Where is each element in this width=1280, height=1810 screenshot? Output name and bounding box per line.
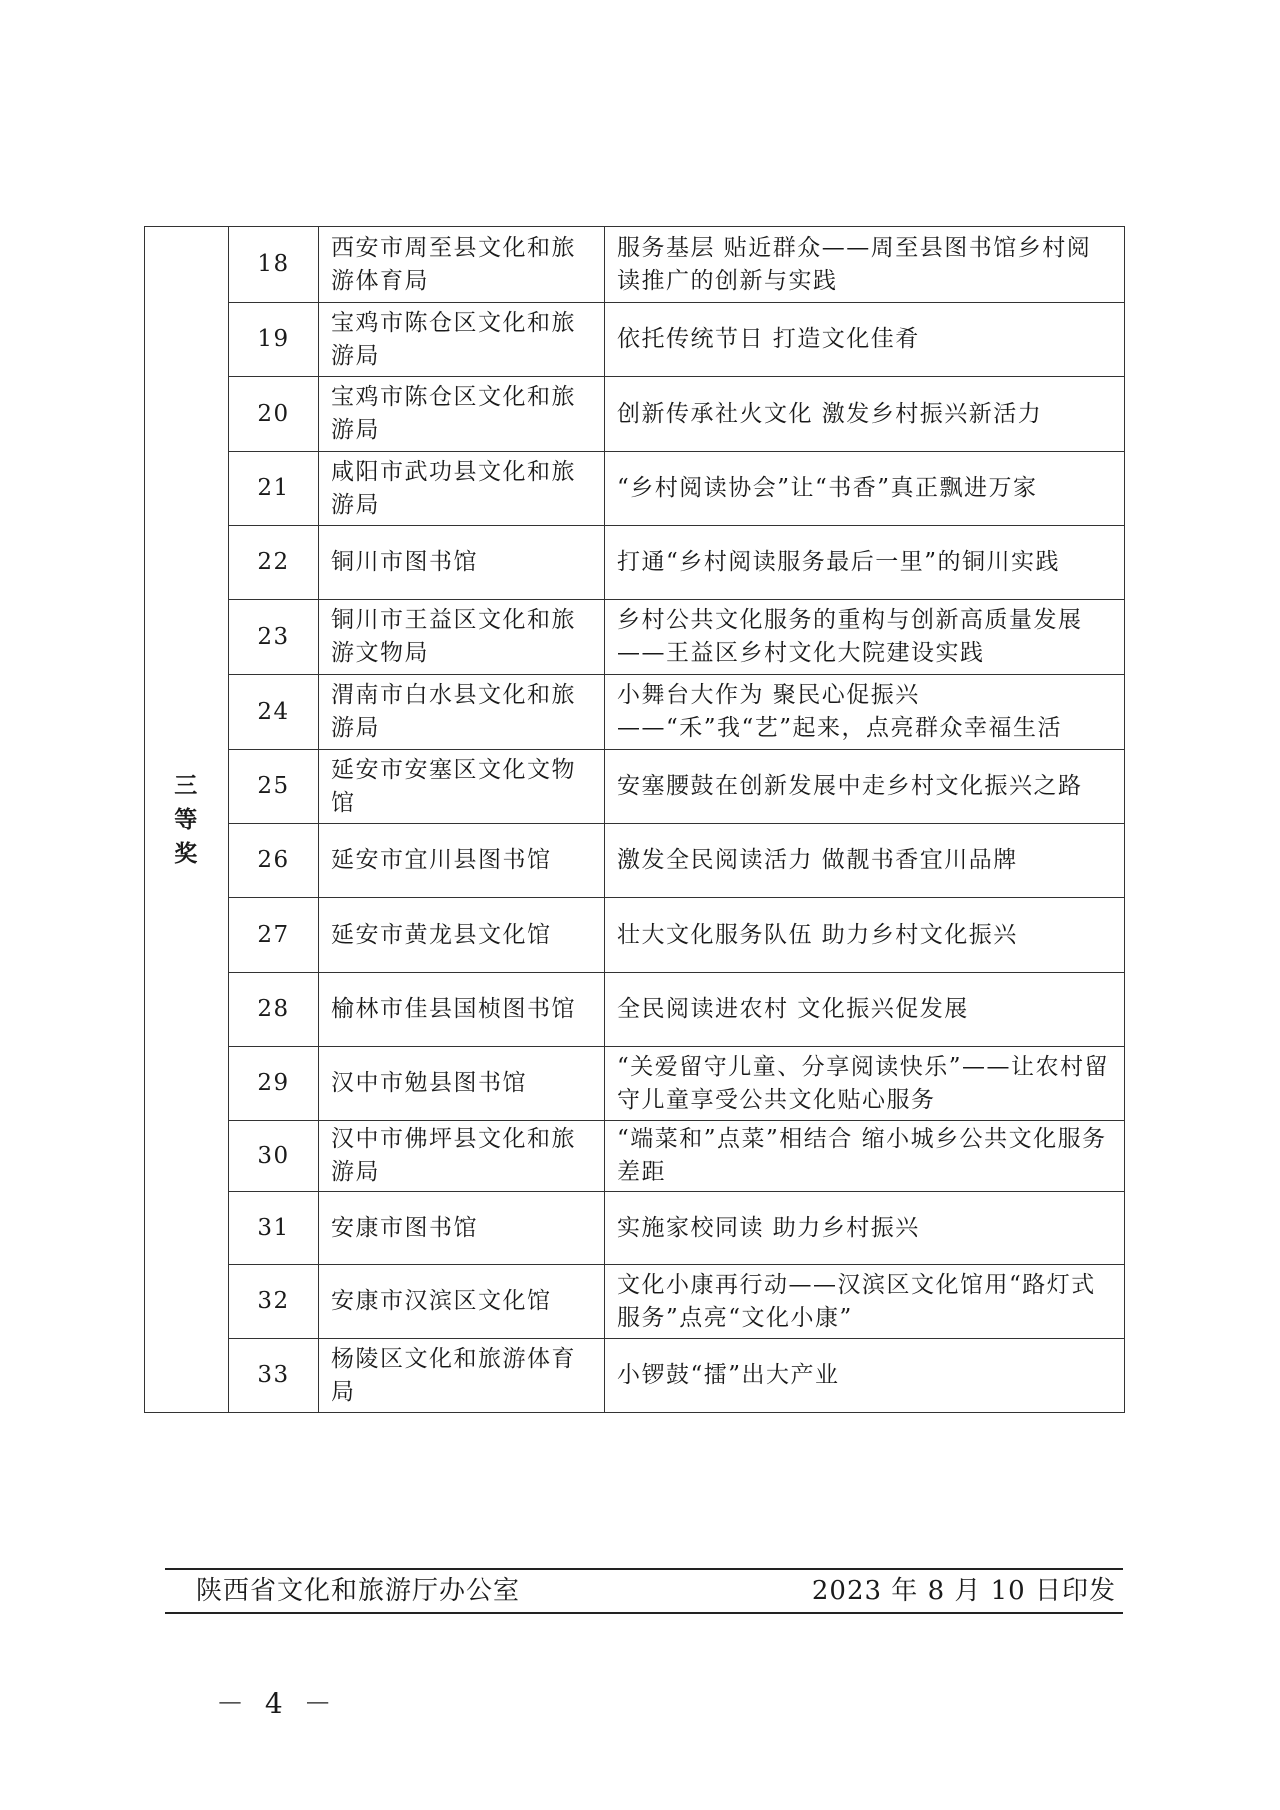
entry-title: 创新传承社火文化 激发乡村振兴新活力 bbox=[605, 377, 1125, 452]
table-row bbox=[145, 750, 1125, 824]
entry-unit: 榆林市佳县国桢图书馆 bbox=[319, 973, 605, 1047]
table-row bbox=[145, 824, 1125, 898]
entry-unit: 延安市黄龙县文化馆 bbox=[319, 898, 605, 973]
award-category-cell bbox=[145, 227, 229, 1413]
entry-unit: 渭南市白水县文化和旅游局 bbox=[319, 675, 605, 750]
entry-number: 18 bbox=[229, 227, 319, 303]
entry-number: 23 bbox=[229, 600, 319, 675]
table-row bbox=[145, 1121, 1125, 1192]
entry-number: 33 bbox=[229, 1339, 319, 1413]
entry-unit: 延安市宜川县图书馆 bbox=[319, 824, 605, 898]
entry-unit: 铜川市王益区文化和旅游文物局 bbox=[319, 600, 605, 675]
entry-title: 服务基层 贴近群众——周至县图书馆乡村阅读推广的创新与实践 bbox=[605, 227, 1125, 303]
entry-title: 安塞腰鼓在创新发展中走乡村文化振兴之路 bbox=[605, 750, 1125, 824]
footer-issue-date: 2023 年 8 月 10 日印发 bbox=[811, 1576, 1116, 1606]
entry-title: “端菜和”点菜”相结合 缩小城乡公共文化服务差距 bbox=[605, 1121, 1125, 1192]
table-row bbox=[145, 600, 1125, 675]
entry-number: 19 bbox=[229, 303, 319, 377]
entry-title: 小舞台大作为 聚民心促振兴——“禾”我“艺”起来，点亮群众幸福生活 bbox=[605, 675, 1125, 750]
entry-title: 乡村公共文化服务的重构与创新高质量发展——王益区乡村文化大院建设实践 bbox=[605, 600, 1125, 675]
entry-title: 壮大文化服务队伍 助力乡村文化振兴 bbox=[605, 898, 1125, 973]
entry-unit: 宝鸡市陈仓区文化和旅游局 bbox=[319, 303, 605, 377]
entry-number: 30 bbox=[229, 1121, 319, 1192]
entry-number: 22 bbox=[229, 526, 319, 600]
table-row bbox=[145, 526, 1125, 600]
footer-issuing-office: 陕西省文化和旅游厅办公室 bbox=[196, 1576, 521, 1606]
entry-unit: 汉中市佛坪县文化和旅游局 bbox=[319, 1121, 605, 1192]
entry-unit: 延安市安塞区文化文物馆 bbox=[319, 750, 605, 824]
entry-unit: 安康市汉滨区文化馆 bbox=[319, 1265, 605, 1339]
entry-title: 文化小康再行动——汉滨区文化馆用“路灯式服务”点亮“文化小康” bbox=[605, 1265, 1125, 1339]
entry-unit: 汉中市勉县图书馆 bbox=[319, 1047, 605, 1121]
entry-number: 28 bbox=[229, 973, 319, 1047]
table-row bbox=[145, 303, 1125, 377]
table-row bbox=[145, 1265, 1125, 1339]
entry-title: 实施家校同读 助力乡村振兴 bbox=[605, 1192, 1125, 1265]
entry-title: “关爱留守儿童、分享阅读快乐”——让农村留守儿童享受公共文化贴心服务 bbox=[605, 1047, 1125, 1121]
entry-number: 24 bbox=[229, 675, 319, 750]
page-number: － 4 － bbox=[216, 1687, 338, 1720]
entry-unit: 咸阳市武功县文化和旅游局 bbox=[319, 452, 605, 526]
footer-top-rule bbox=[165, 1568, 1123, 1570]
entry-number: 20 bbox=[229, 377, 319, 452]
entry-title: 全民阅读进农村 文化振兴促发展 bbox=[605, 973, 1125, 1047]
entry-unit: 铜川市图书馆 bbox=[319, 526, 605, 600]
entry-number: 26 bbox=[229, 824, 319, 898]
entry-unit: 西安市周至县文化和旅游体育局 bbox=[319, 227, 605, 303]
entry-title: 激发全民阅读活力 做靓书香宜川品牌 bbox=[605, 824, 1125, 898]
table-row bbox=[145, 898, 1125, 973]
entry-number: 21 bbox=[229, 452, 319, 526]
entry-number: 25 bbox=[229, 750, 319, 824]
table-row bbox=[145, 973, 1125, 1047]
footer-bottom-rule bbox=[165, 1612, 1123, 1614]
entry-number: 32 bbox=[229, 1265, 319, 1339]
table-row bbox=[145, 675, 1125, 750]
table-row bbox=[145, 1192, 1125, 1265]
entry-unit: 宝鸡市陈仓区文化和旅游局 bbox=[319, 377, 605, 452]
entry-number: 27 bbox=[229, 898, 319, 973]
award-category-label: 三等奖 bbox=[174, 771, 199, 867]
entry-unit: 安康市图书馆 bbox=[319, 1192, 605, 1265]
table-row bbox=[145, 1339, 1125, 1413]
entry-title: “乡村阅读协会”让“书香”真正飘进万家 bbox=[605, 452, 1125, 526]
entry-title: 小锣鼓“擂”出大产业 bbox=[605, 1339, 1125, 1413]
table-row bbox=[145, 377, 1125, 452]
entry-number: 29 bbox=[229, 1047, 319, 1121]
table-row bbox=[145, 452, 1125, 526]
table-row bbox=[145, 227, 1125, 303]
entry-number: 31 bbox=[229, 1192, 319, 1265]
award-list-table bbox=[144, 226, 1125, 1413]
entry-title: 依托传统节日 打造文化佳肴 bbox=[605, 303, 1125, 377]
entry-unit: 杨陵区文化和旅游体育局 bbox=[319, 1339, 605, 1413]
table-row bbox=[145, 1047, 1125, 1121]
entry-title: 打通“乡村阅读服务最后一里”的铜川实践 bbox=[605, 526, 1125, 600]
